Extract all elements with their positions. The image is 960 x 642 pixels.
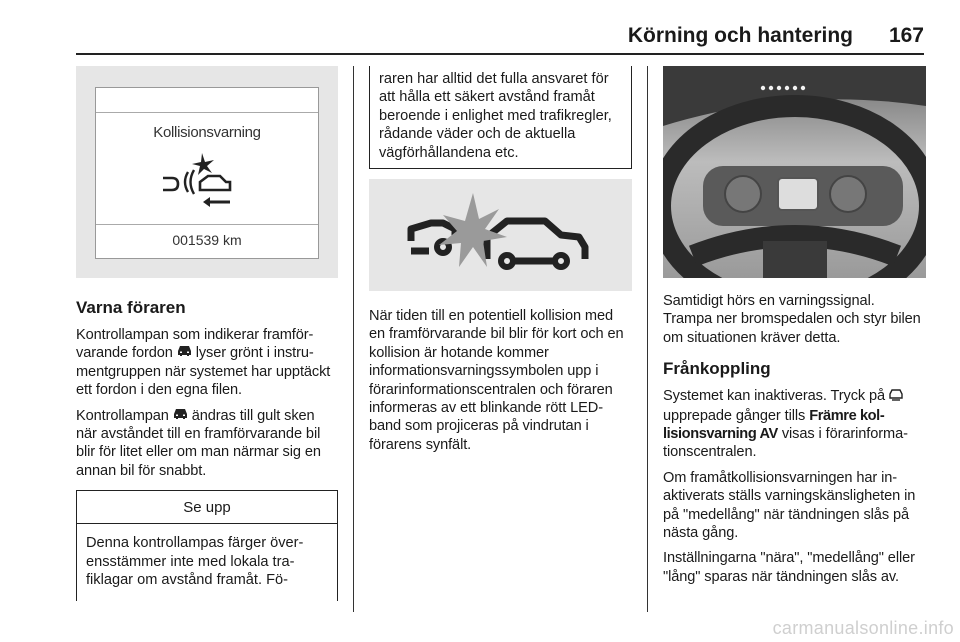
column-divider: [647, 66, 648, 612]
caution-box-continued: raren har alltid det fulla ansvaret för att hålla ett säkert avstånd framåt beroende i enlighet med trafikregler, rådande väder och de aktuella vägförhållandena etc.: [369, 66, 632, 169]
section-heading: Frånkoppling: [663, 359, 771, 379]
chapter-title: Körning och hantering: [627, 24, 853, 47]
display-screen: [95, 87, 319, 259]
page-header: [0, 0, 960, 52]
car-front-icon: [177, 344, 192, 362]
section-heading: Varna föraren: [76, 298, 186, 317]
page-number: 167: [888, 24, 924, 47]
caution-text: Denna kontrollampas färger överensstämmer inte med lokala trafiklagar om avstånd framåt. Fö-: [86, 535, 304, 589]
text: Systemet kan inaktiveras. Tryck på: [663, 388, 886, 405]
collision-illustration: [369, 179, 632, 291]
steering-wheel-image: [663, 66, 926, 278]
display-text-bold: Främre kollisionsvarning AV: [663, 407, 885, 443]
odometer-reading: 001539 km: [172, 232, 242, 248]
caution-box: [76, 490, 338, 601]
text: upprepade gånger tills: [663, 407, 806, 424]
column-2: [369, 66, 632, 461]
text: lyser grönt i instrumentgruppen när systemet har upptäckt ett fordon i den egna filen.: [76, 345, 331, 399]
paragraph: När tiden till en potentiell kollision med en framförvarande bil blir för kort och en kollision är hotande kommer informationsvarningssymbolen upp i förarinformationscentralen och föraren informeras av ett blinkande rött LED-band som projiceras på vindrutan i förarens synfält.: [369, 308, 624, 453]
text: Kontrollampan: [76, 407, 169, 424]
header-rule: [76, 53, 924, 55]
paragraph: Samtidigt hörs en varningssignal. Trampa ner bromspedalen och styr bilen om situationen kräver detta.: [663, 293, 921, 346]
paragraph: [663, 387, 926, 462]
paragraph: Inställningarna "nära", "medellång" eller "lång" sparas när tändningen slås av.: [663, 550, 915, 585]
text: Kontrollampan som indikerar framförvarande fordon: [76, 327, 314, 362]
display-title: Kollisionsvarning: [153, 124, 261, 141]
paragraph: Om framåtkollisionsvarningen har inaktiverats ställs varningskänsligheten in på "medellång" när tändningen slås på nästa gång.: [663, 469, 916, 542]
column-3: [663, 66, 926, 593]
collision-warning-symbol-icon: [158, 150, 258, 210]
collision-cars-icon: [403, 189, 603, 279]
display-bottom-rule: [96, 224, 318, 225]
vehicle-settings-icon: [889, 388, 903, 406]
text: ändras till gult sken när avståndet till en framförvarande bil blir för litet eller om man närmar sig en annan bil för snabbt.: [76, 407, 321, 479]
display-top-rule: [96, 112, 318, 113]
column-divider: [353, 66, 354, 612]
watermark: carmanualsonline.info: [772, 618, 954, 638]
paragraph: [76, 326, 338, 400]
column-1: [76, 66, 338, 601]
dashboard-photo: [663, 66, 926, 278]
driver-display-figure: [76, 66, 338, 278]
text: visas i förarinformationscentralen.: [663, 426, 908, 461]
paragraph: [76, 407, 338, 481]
caution-title: Se upp: [77, 491, 337, 524]
car-front-icon: [173, 407, 188, 425]
